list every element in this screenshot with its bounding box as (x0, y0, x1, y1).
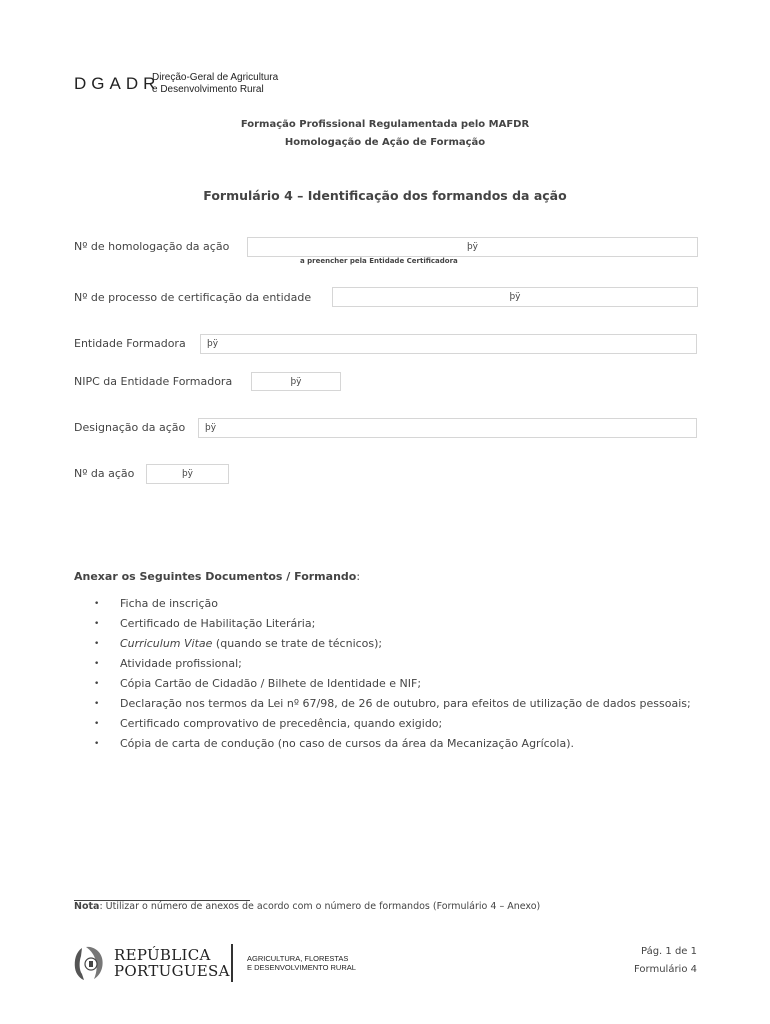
annex-title-text: Anexar os Seguintes Documentos / Formando (74, 570, 357, 583)
rp-line-2: PORTUGUESA (114, 962, 230, 980)
annex-item-text: Cópia Cartão de Cidadão / Bilhete de Identidade e NIF; (120, 677, 422, 690)
annex-item (94, 594, 698, 614)
annex-item (94, 614, 698, 634)
header-title-line-2: Homologação de Ação de Formação (284, 137, 486, 148)
annex-title-colon: : (356, 570, 361, 583)
annex-item-text: Certificado de Habilitação Literária; (120, 617, 316, 630)
ministry-line-1: AGRICULTURA, FLORESTAS (247, 954, 349, 963)
bullet-icon: • (94, 679, 100, 689)
form-title: Formulário 4 – Identificação dos formandos da ação (203, 188, 567, 203)
republica-portuguesa-wordmark (114, 947, 230, 979)
bullet-icon: • (94, 699, 100, 709)
annex-item-text: Atividade profissional; (120, 657, 242, 670)
bullet-icon: • (94, 739, 100, 749)
entidade-input[interactable]: þÿ (200, 334, 697, 354)
bullet-icon: • (94, 719, 100, 729)
annex-item (94, 734, 698, 754)
annex-title (74, 570, 360, 583)
annex-item-text: Ficha de inscrição (120, 597, 218, 610)
annex-item (94, 714, 698, 734)
annex-item-italic: Curriculum Vitae (120, 637, 213, 650)
bullet-icon: • (94, 599, 100, 609)
page-number: Pág. 1 de 1 (641, 946, 697, 957)
homologacao-label: Nº de homologação da ação (74, 240, 230, 253)
nipc-label: NIPC da Entidade Formadora (74, 375, 233, 388)
logo-line-1: Direção-Geral de Agricultura (152, 72, 279, 83)
ministry-line-2: E DESENVOLVIMENTO RURAL (247, 962, 356, 972)
note-label: Nota (74, 901, 100, 912)
annex-item-text: Declaração nos termos da Lei nº 67/98, de 26 de outubro, para efeitos de utilização de dados pessoais; (120, 697, 691, 710)
nipc-input[interactable]: þÿ (251, 372, 341, 391)
annex-item-text: Cópia de carta de condução (no caso de cursos da área da Mecanização Agrícola). (120, 737, 574, 750)
annex-item (94, 694, 698, 714)
bullet-icon: • (94, 659, 100, 669)
designacao-label: Designação da ação (74, 421, 186, 434)
footnote (74, 901, 540, 912)
homologacao-hint: a preencher pela Entidade Certificadora (300, 257, 458, 265)
annex-item (94, 674, 698, 694)
footer-separator (231, 944, 233, 982)
numero-label: Nº da ação (74, 467, 135, 480)
homologacao-input[interactable]: þÿ (247, 237, 698, 257)
dgadr-logo-mark: DGADR (74, 74, 161, 93)
entidade-label: Entidade Formadora (74, 337, 186, 350)
annex-list (94, 594, 698, 754)
annex-item (94, 634, 698, 654)
annex-item-text: Certificado comprovativo de precedência, quando exigido; (120, 717, 443, 730)
republica-portuguesa-emblem-icon (72, 944, 106, 982)
header-title-line-1: Formação Profissional Regulamentada pelo MAFDR (240, 119, 530, 130)
form-reference: Formulário 4 (634, 964, 697, 975)
ministry-name (247, 955, 356, 972)
designacao-input[interactable]: þÿ (198, 418, 697, 438)
dgadr-logo-text (152, 72, 278, 96)
bullet-icon: • (94, 619, 100, 629)
logo-line-2: e Desenvolvimento Rural (152, 84, 264, 95)
bullet-icon: • (94, 639, 100, 649)
annex-item (94, 654, 698, 674)
rp-line-1: REPÚBLICA (114, 946, 211, 964)
processo-label: Nº de processo de certificação da entidade (74, 291, 312, 304)
annex-item-text: (quando se trate de técnicos); (212, 637, 383, 650)
processo-input[interactable]: þÿ (332, 287, 698, 307)
numero-input[interactable]: þÿ (146, 464, 229, 484)
note-text: : Utilizar o número de anexos de acordo com o número de formandos (Formulário 4 – Anexo) (99, 901, 541, 912)
